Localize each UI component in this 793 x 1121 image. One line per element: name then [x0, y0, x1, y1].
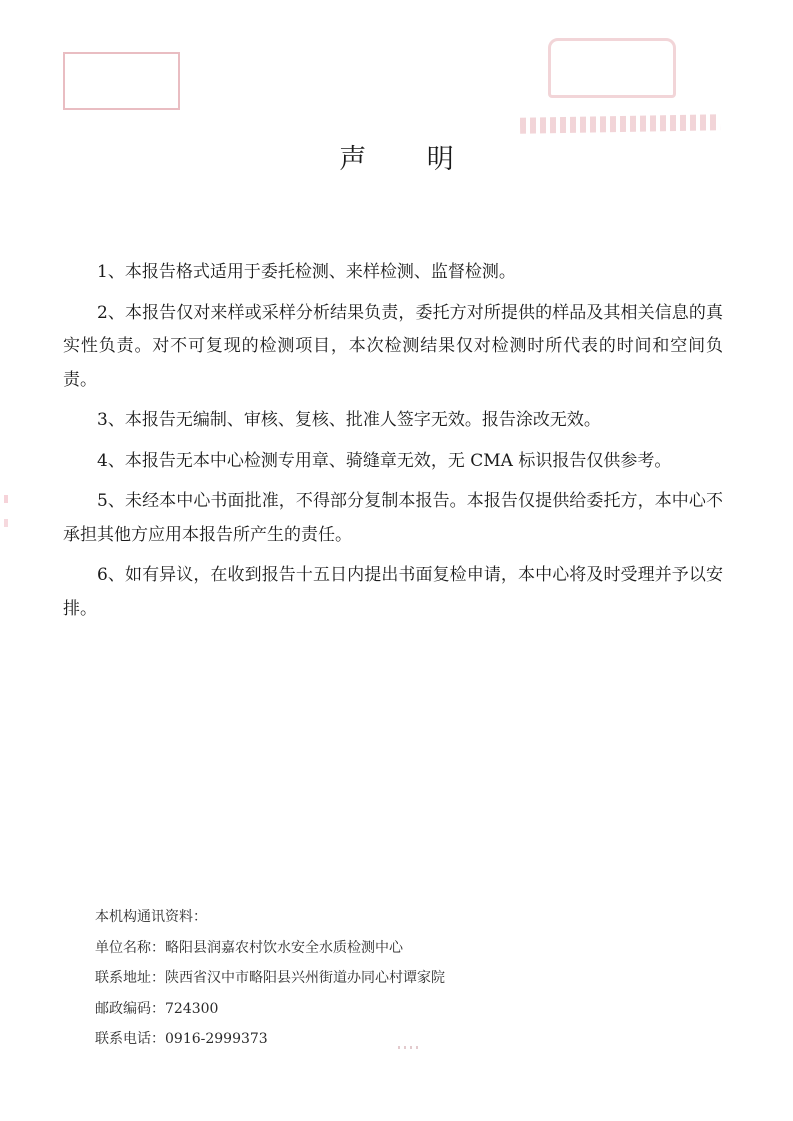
stamp-box-left — [63, 52, 180, 110]
clause-4: 4、本报告无本中心检测专用章、骑缝章无效，无 CMA 标识报告仅供参考。 — [97, 450, 672, 471]
page-title: 声 明 — [339, 144, 480, 175]
contact-info — [95, 902, 445, 1055]
clause-5: 5、未经本中心书面批准，不得部分复制本报告。本报告仅提供给委托方，本中心不承担其他方应用本报告所产生的责任。 — [63, 491, 723, 545]
contact-heading: 本机构通讯资料： — [95, 909, 207, 925]
stamp-seal-text-strip — [520, 114, 720, 133]
clause-3: 3、本报告无编制、审核、复核、批准人签字无效。报告涂改无效。 — [97, 410, 601, 430]
declaration-clauses — [63, 256, 723, 633]
clause-1: 1、本报告格式适用于委托检测、来样检测、监督检测。 — [97, 262, 516, 282]
contact-postcode: 邮政编码：724300 — [95, 1000, 219, 1017]
stamp-seal-right — [548, 38, 676, 98]
contact-unit: 单位名称：略阳县润嘉农村饮水安全水质检测中心 — [95, 939, 403, 956]
clause-6: 6、如有异议，在收到报告十五日内提出书面复检申请，本中心将及时受理并予以安排。 — [63, 565, 723, 619]
binding-marks — [4, 495, 8, 535]
contact-address: 联系地址：陕西省汉中市略阳县兴州街道办同心村谭家院 — [95, 970, 445, 986]
contact-phone: 联系电话：0916-2999373 — [95, 1031, 268, 1047]
clause-2: 2、本报告仅对来样或采样分析结果负责，委托方对所提供的样品及其相关信息的真实性负责。对不可复现的检测项目，本次检测结果仅对检测时所代表的时间和空间负责。 — [63, 302, 723, 390]
seal-dots — [398, 1046, 418, 1049]
